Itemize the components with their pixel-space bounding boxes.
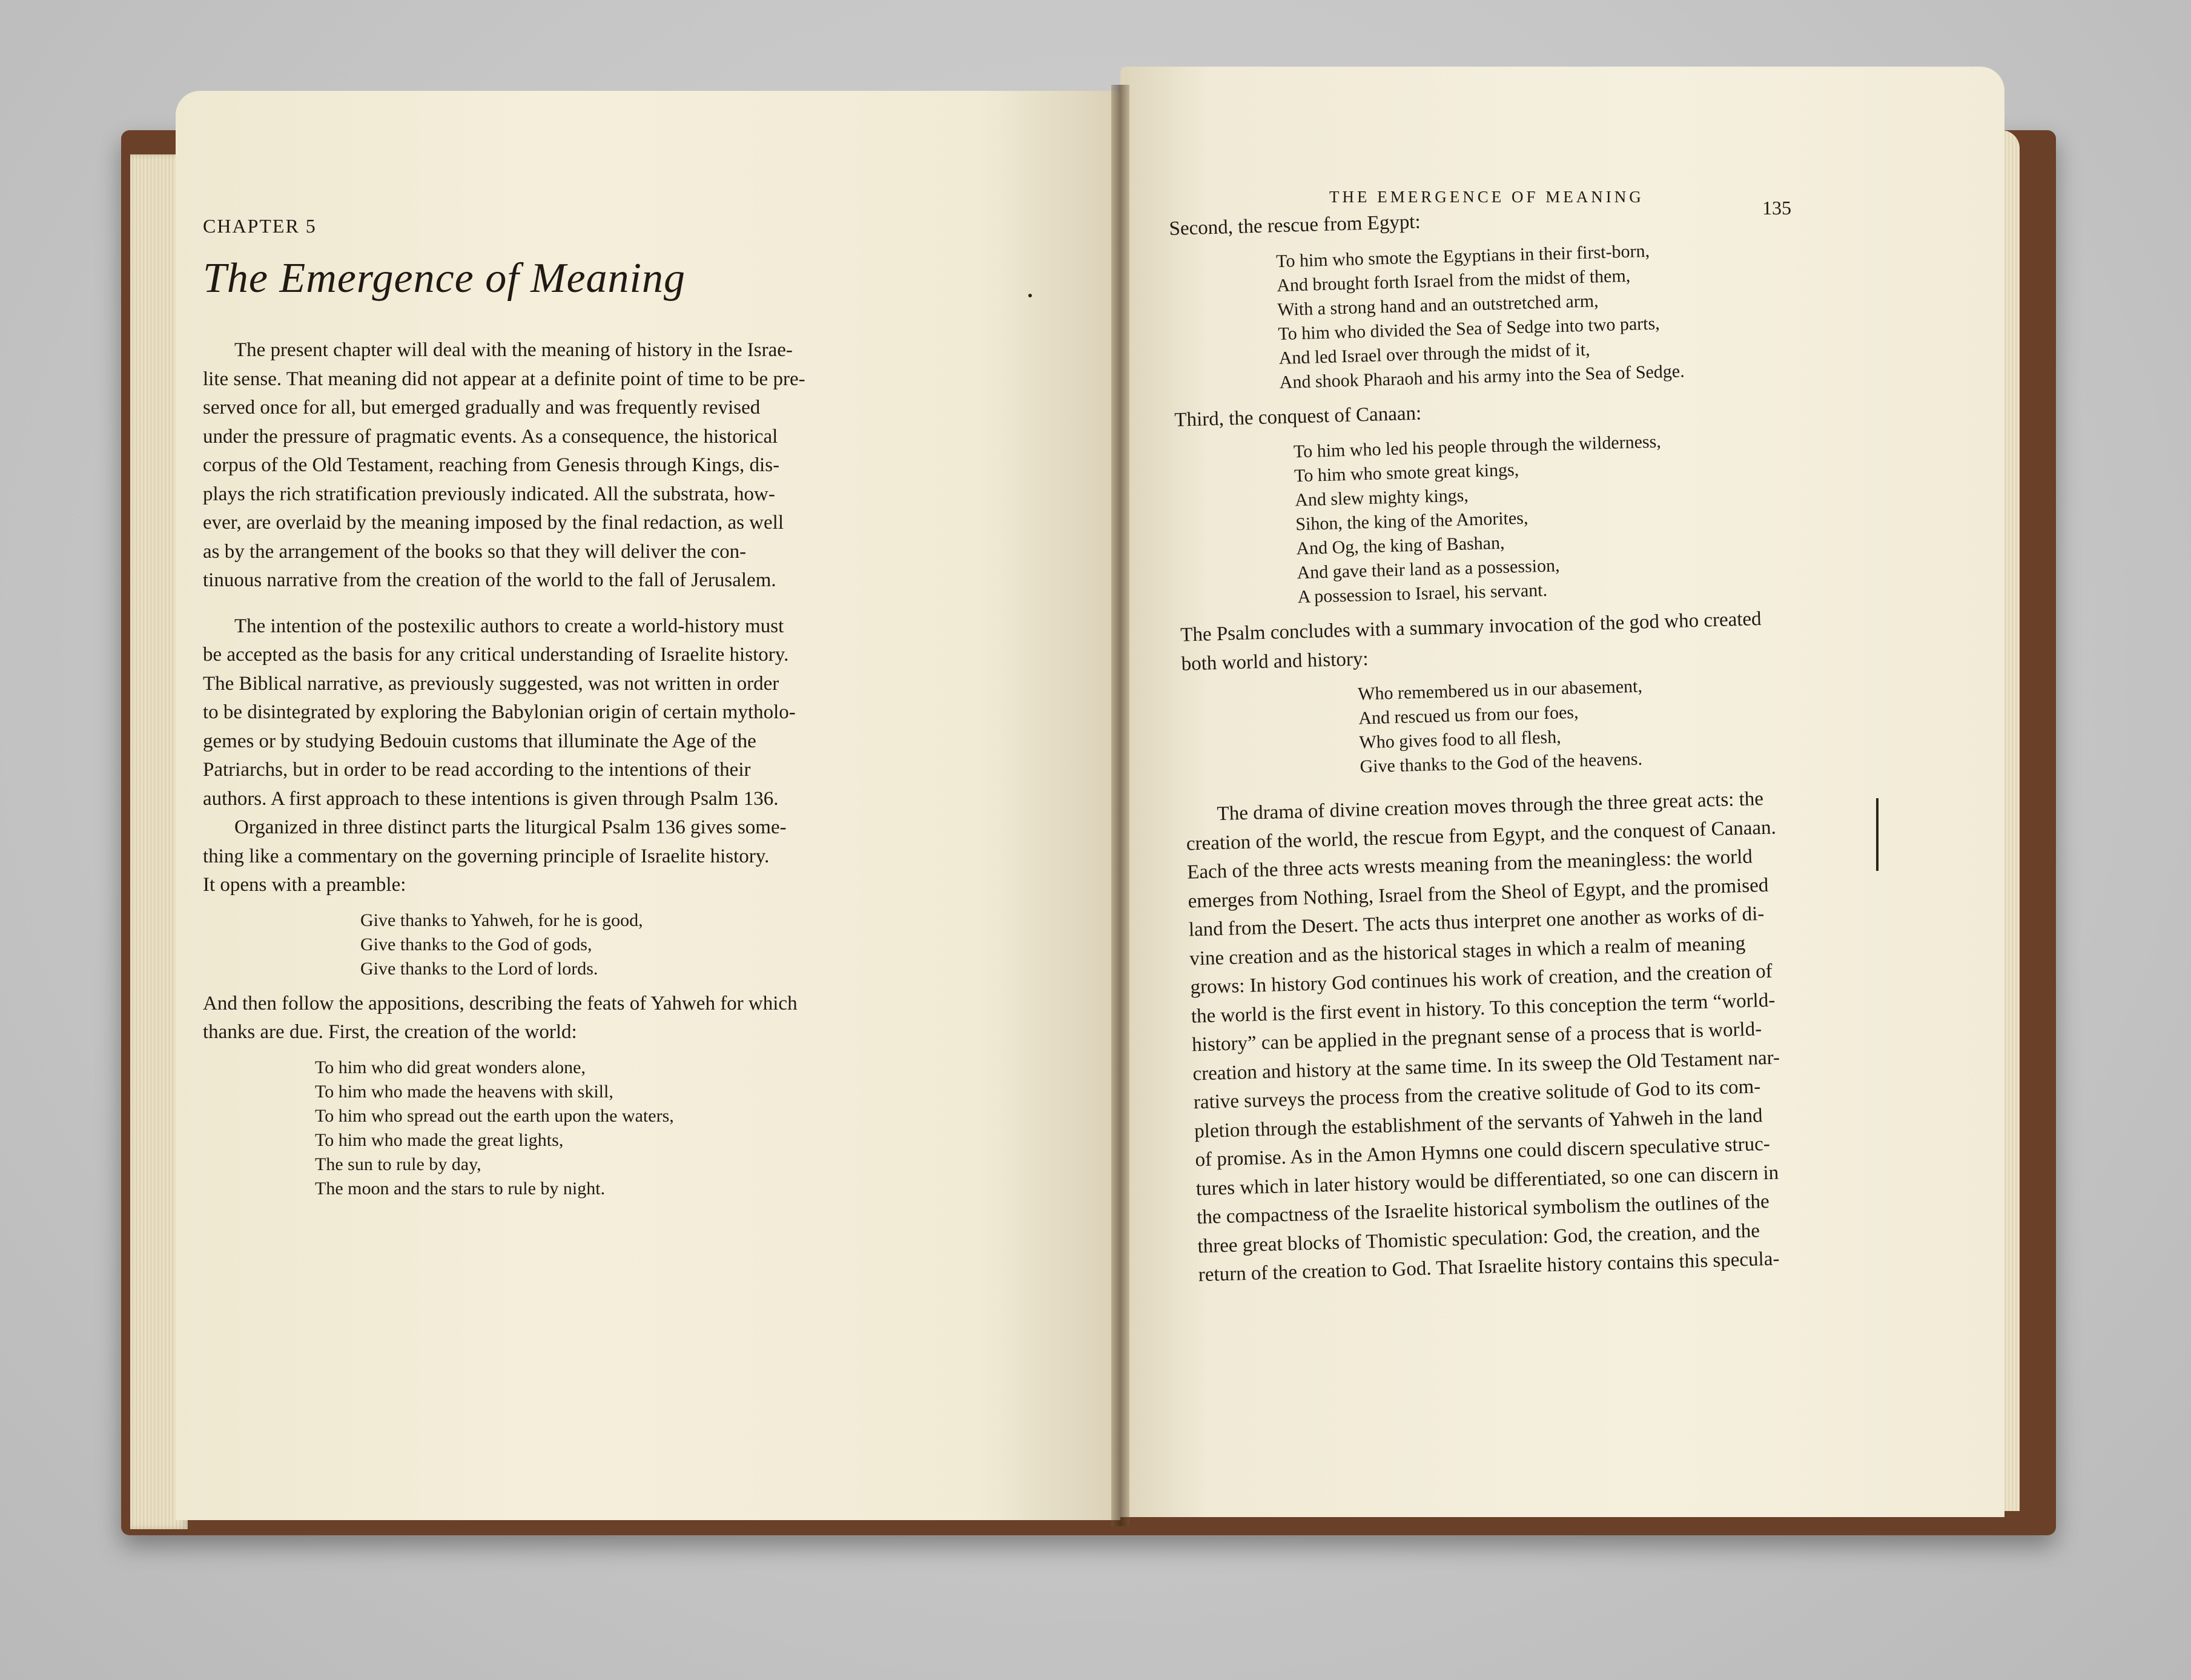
line-gap bbox=[203, 981, 805, 990]
text-line: lite sense. That meaning did not appear at a definite point of time to be pre- bbox=[203, 368, 805, 390]
verse-line: Sihon, the king of the Amorites, bbox=[1295, 508, 1528, 535]
text-line: grows: In history God continues his work of creation, and the creation of bbox=[1190, 960, 1773, 999]
text-line: the compactness of the Israelite historical symbolism the outlines of the bbox=[1196, 1190, 1770, 1229]
text-line: The Psalm concludes with a summary invocation of the god who created bbox=[1180, 607, 1762, 646]
chapter-title: The Emergence of Meaning bbox=[203, 255, 686, 302]
verse-line: And shook Pharaoh and his army into the Sea of Sedge. bbox=[1279, 360, 1685, 392]
text-line: under the pressure of pragmatic events. As a consequence, the historical bbox=[203, 425, 778, 448]
paragraph-gap bbox=[203, 595, 805, 612]
verse-line: To him who led his people through the wilderness, bbox=[1293, 431, 1662, 462]
text-line: to be disintegrated by exploring the Babylonian origin of certain mytholo- bbox=[203, 701, 796, 723]
line-gap bbox=[203, 1047, 805, 1056]
verse-line: Give thanks to the God of the heavens. bbox=[1360, 749, 1643, 777]
text-line: creation of the world, the rescue from Egypt, and the conquest of Canaan. bbox=[1186, 816, 1777, 855]
verse-line: Who remembered us in our abasement, bbox=[1357, 676, 1643, 704]
verse-line: With a strong hand and an outstretched arm, bbox=[1277, 290, 1599, 320]
text-line: pletion through the establishment of the servants of Yahweh in the land bbox=[1194, 1104, 1763, 1142]
text-line: served once for all, but emerged gradually and was frequently revised bbox=[203, 397, 761, 418]
verse-line: The sun to rule by day, bbox=[315, 1154, 481, 1174]
text-line: tures which in later history would be differentiated, so one can discern in bbox=[1195, 1162, 1779, 1200]
verse-line: And slew mighty kings, bbox=[1294, 485, 1469, 511]
text-line: Patriarchs, but in order to be read according to the intentions of their bbox=[203, 759, 751, 781]
verse-line: To him who made the great lights, bbox=[315, 1129, 564, 1150]
text-line: corpus of the Old Testament, reaching from Genesis through Kings, dis- bbox=[203, 454, 780, 476]
book-gutter bbox=[1111, 85, 1129, 1526]
text-line: Second, the rescue from Egypt: bbox=[1169, 211, 1421, 240]
text-line: of promise. As in the Amon Hymns one could discern speculative struc- bbox=[1195, 1133, 1771, 1171]
verse-line: To him who smote great kings, bbox=[1294, 460, 1519, 486]
text-line: three great blocks of Thomistic speculation: God, the creation, and the bbox=[1197, 1219, 1760, 1257]
text-line: return of the creation to God. That Israelite history contains this specula- bbox=[1198, 1248, 1780, 1286]
text-line: The drama of divine creation moves through the three great acts: the bbox=[1217, 787, 1764, 825]
text-line: Third, the conquest of Canaan: bbox=[1174, 402, 1422, 431]
text-line: tinuous narrative from the creation of the world to the fall of Jerusalem. bbox=[203, 569, 776, 591]
text-line: the world is the first event in history. To this conception the term “world- bbox=[1191, 989, 1776, 1027]
verse-line: And rescued us from our foes, bbox=[1358, 702, 1579, 729]
text-line: And then follow the appositions, describing the feats of Yahweh for which bbox=[203, 992, 798, 1014]
text-line: both world and history: bbox=[1181, 647, 1369, 675]
text-line: authors. A first approach to these intentions is given through Psalm 136. bbox=[203, 787, 779, 810]
margin-mark bbox=[1876, 798, 1879, 871]
text-line: The intention of the postexilic authors to create a world-history must bbox=[234, 615, 784, 637]
verse-line: And Og, the king of Bashan, bbox=[1296, 532, 1505, 559]
verse-line: A possession to Israel, his servant. bbox=[1297, 580, 1548, 607]
ink-speck bbox=[1028, 294, 1032, 297]
chapter-label: CHAPTER 5 bbox=[203, 215, 317, 237]
text-line: plays the rich stratification previously indicated. All the substrata, how- bbox=[203, 483, 775, 505]
right-page-body bbox=[1169, 199, 1788, 1290]
line-gap bbox=[203, 900, 805, 908]
verse-line: Give thanks to Yahweh, for he is good, bbox=[360, 910, 643, 930]
running-head: THE EMERGENCE OF MEANING bbox=[1329, 188, 1644, 206]
text-line: Organized in three distinct parts the liturgical Psalm 136 gives some- bbox=[234, 816, 787, 838]
text-line: creation and history at the same time. In its sweep the Old Testament nar- bbox=[1192, 1046, 1780, 1085]
text-line: as by the arrangement of the books so that they will deliver the con- bbox=[203, 540, 747, 563]
verse-line: Who gives food to all flesh, bbox=[1358, 727, 1562, 753]
text-line: gemes or by studying Bedouin customs that illuminate the Age of the bbox=[203, 730, 756, 752]
text-line: history” can be applied in the pregnant sense of a process that is world- bbox=[1191, 1018, 1762, 1056]
page-number: 135 bbox=[1762, 197, 1791, 219]
text-line: The present chapter will deal with the meaning of history in the Israe- bbox=[234, 339, 793, 361]
text-line: emerges from Nothing, Israel from the Sheol of Egypt, and the promised bbox=[1188, 874, 1769, 913]
text-line: thanks are due. First, the creation of the world: bbox=[203, 1021, 577, 1043]
left-page-body bbox=[203, 336, 805, 1201]
verse-line: To him who smote the Egyptians in their first-born, bbox=[1275, 240, 1650, 271]
verse-line: To him who divided the Sea of Sedge into two parts, bbox=[1278, 313, 1661, 344]
text-line: It opens with a preamble: bbox=[203, 874, 406, 896]
text-line: vine creation and as the historical stages in which a realm of meaning bbox=[1189, 932, 1746, 970]
text-line: Each of the three acts wrests meaning from the meaningless: the world bbox=[1186, 845, 1753, 884]
verse-line: To him who spread out the earth upon the waters, bbox=[315, 1105, 674, 1126]
verse-line: And gave their land as a possession, bbox=[1297, 555, 1560, 583]
text-line: land from the Desert. The acts thus interpret one another as works of di- bbox=[1188, 903, 1765, 941]
text-line: be accepted as the basis for any critical understanding of Israelite history. bbox=[203, 644, 789, 666]
text-line: rative surveys the process from the creative solitude of God to its com- bbox=[1193, 1076, 1761, 1114]
verse-line: Give thanks to the God of gods, bbox=[360, 934, 592, 954]
verse-line: To him who made the heavens with skill, bbox=[315, 1081, 613, 1102]
verse-line: And led Israel over through the midst of it, bbox=[1278, 339, 1590, 368]
text-line: thing like a commentary on the governing principle of Israelite history. bbox=[203, 845, 770, 867]
text-line: ever, are overlaid by the meaning imposed by the final redaction, as well bbox=[203, 512, 784, 534]
verse-line: And brought forth Israel from the midst of them, bbox=[1276, 265, 1631, 296]
verse-line: Give thanks to the Lord of lords. bbox=[360, 958, 598, 979]
text-line: The Biblical narrative, as previously suggested, was not written in order bbox=[203, 672, 779, 695]
verse-line: The moon and the stars to rule by night. bbox=[315, 1178, 606, 1199]
verse-line: To him who did great wonders alone, bbox=[315, 1057, 586, 1077]
